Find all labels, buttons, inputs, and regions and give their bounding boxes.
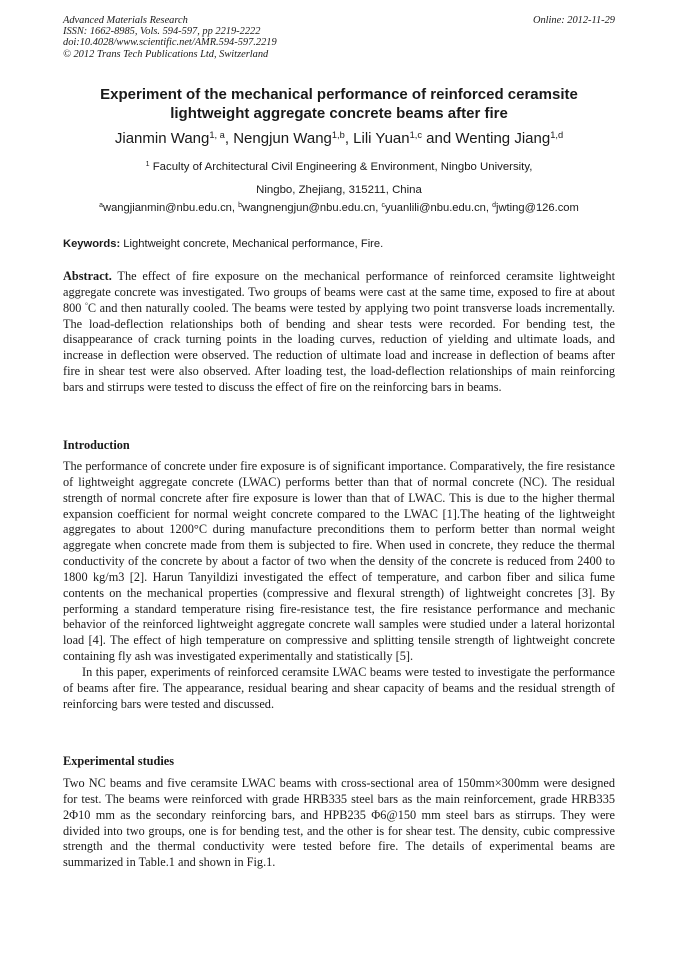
author-separator: , — [224, 130, 234, 147]
email-link[interactable]: wangnengjun@nbu.edu.cn — [241, 202, 376, 214]
author-separator: and — [422, 130, 456, 147]
abstract-text-part2: C and then naturally cooled. The beams were tested by applying two point transverse loads incrementally. The load-deflection relationships both of bending and shear tests were recorded. For bending test, the disappearance of crack turning points in the loading curves, reduction of yielding and ultimate loads, and increase in deflection were observed. The reduction of ultimate load and increase in deflection of beams after fire in shear test were also observed. After loading test, the load-deflection relationships of main reinforcing bars and stirrups were tested to discuss the effect of fire on the reinforcing bars in beams. — [63, 300, 615, 394]
journal-header — [63, 15, 615, 60]
author-separator: , — [344, 130, 354, 147]
abstract-text-part1: The effect of fire exposure on the mechanical performance of reinforced ceramsite lightweight aggregate concrete was investigated. Two groups of beams were cast at the same time, exposed to fire at about 800 — [63, 269, 615, 315]
email-separator: , — [231, 202, 239, 214]
affiliation — [63, 156, 615, 202]
introduction-heading: Introduction — [63, 438, 130, 452]
paper-title — [63, 85, 615, 123]
online-date: Online: 2012-11-29 — [532, 15, 615, 26]
keywords — [63, 237, 615, 251]
email-mark: b — [238, 202, 242, 210]
copyright-line: © 2012 Trans Tech Publications Ltd, Switzerland — [63, 48, 269, 60]
email-separator: , — [375, 202, 382, 214]
issn-line: ISSN: 1662-8985, Vols. 594-597, pp 2219-2222 — [63, 26, 261, 38]
experimental-heading: Experimental studies — [63, 754, 175, 768]
title-line-2: lightweight aggregate concrete beams after fire — [170, 105, 508, 122]
email-mark: c — [381, 202, 385, 210]
introduction-paragraph-2: In this paper, experiments of reinforced ceramsite LWAC beams were tested to investigate the performance of beams after fire. The appearance, residual bearing and shear capacity of beams and the residual strength of reinforcing bars were tested and discussed. — [63, 664, 615, 711]
author-name: Lili Yuan — [353, 130, 410, 147]
title-line-1: Experiment of the mechanical performance of reinforced ceramsite — [100, 86, 578, 103]
author-name: Jianmin Wang — [114, 130, 210, 147]
experimental-paragraph-1: Two NC beams and five ceramsite LWAC beams with cross-sectional area of 150mm×300mm were designed for test. The beams were reinforced with grade HRB335 steel bars as the main reinforcement, grade HRB335 2Φ10 mm as the secondary reinforcing bars, and HPB235 Φ6@150 mm steel bars as stirrups. They were divided into two groups, one is for bending test, and the other is for shear test. The density, cubic compressive strength and the thermal conductivity were tested before fire. The details of experimental beams are summarized in Table.1 and shown in Fig.1. — [63, 776, 615, 870]
degree-symbol: ° — [84, 300, 88, 310]
email-link[interactable]: yuanlili@nbu.edu.cn — [384, 202, 486, 214]
affiliation-mark: 1 — [145, 161, 150, 169]
author-list — [63, 130, 615, 148]
affiliation-line-1: Faculty of Architectural Civil Engineering & Environment, Ningbo University, — [152, 161, 533, 173]
author-affiliation-mark: 1,b — [331, 129, 345, 140]
email-link[interactable]: wangjianmin@nbu.edu.cn — [102, 202, 232, 214]
abstract-label: Abstract. — [63, 269, 112, 283]
email-mark: d — [492, 202, 496, 210]
keywords-text: Lightweight concrete, Mechanical performance, Fire. — [120, 238, 384, 250]
author-name: Nengjun Wang — [233, 130, 332, 147]
author-name: Wenting Jiang — [455, 130, 551, 147]
author-affiliation-mark: 1,d — [550, 129, 564, 140]
introduction-section — [63, 459, 615, 713]
email-link[interactable]: jwting@126.com — [495, 202, 579, 214]
author-affiliation-mark: 1, a — [209, 129, 225, 140]
author-affiliation-mark: 1,c — [409, 129, 423, 140]
journal-name: Advanced Materials Research — [63, 15, 188, 26]
email-separator: , — [485, 202, 493, 214]
abstract — [63, 269, 615, 396]
email-list — [63, 201, 615, 215]
introduction-paragraph-1: The performance of concrete under fire exposure is of significant importance. Comparatively, the fire resistance of lightweight aggregate concrete (LWAC) performs better than that of normal concrete (NC). The residual strength of normal concrete after fire exposure is lower than that of LWAC. This is due to the higher thermal expansion coefficient for normal weight concrete compared to the LWAC [1].The heating of the lightweight aggregates to about 1200°C during manufacture preconditions them to perform better than normal weight aggregate when concrete made from them is subjected to fire. When used in concrete, they reduce the thermal conductivity of the concrete by about a factor of two when the density of the concrete is reduced from 2400 to 1800 kg/m3 [2]. Harun Tanyildizi investigated the effect of temperature, and carbon fiber and silica fume contents on the mechanical properties (compressive and flexural strength) of lightweight concretes [3]. By performing a standard temperature rising fire-resistance test, the fire resistance performance and mechanic behavior of the reinforced lightweight aggregate concrete wall samples were studied under a lateral horizontal load [4]. The effect of high temperature on compressive and splitting tensile strength of lightweight concrete containing fly ash was investigated experimentally and statistically [5]. — [63, 459, 615, 664]
email-mark: a — [99, 202, 103, 210]
affiliation-line-2: Ningbo, Zhejiang, 315211, China — [256, 184, 422, 196]
doi-line[interactable]: doi:10.4028/www.scientific.net/AMR.594-597.2219 — [63, 37, 277, 49]
experimental-section — [63, 776, 615, 871]
keywords-label: Keywords: — [63, 238, 121, 250]
